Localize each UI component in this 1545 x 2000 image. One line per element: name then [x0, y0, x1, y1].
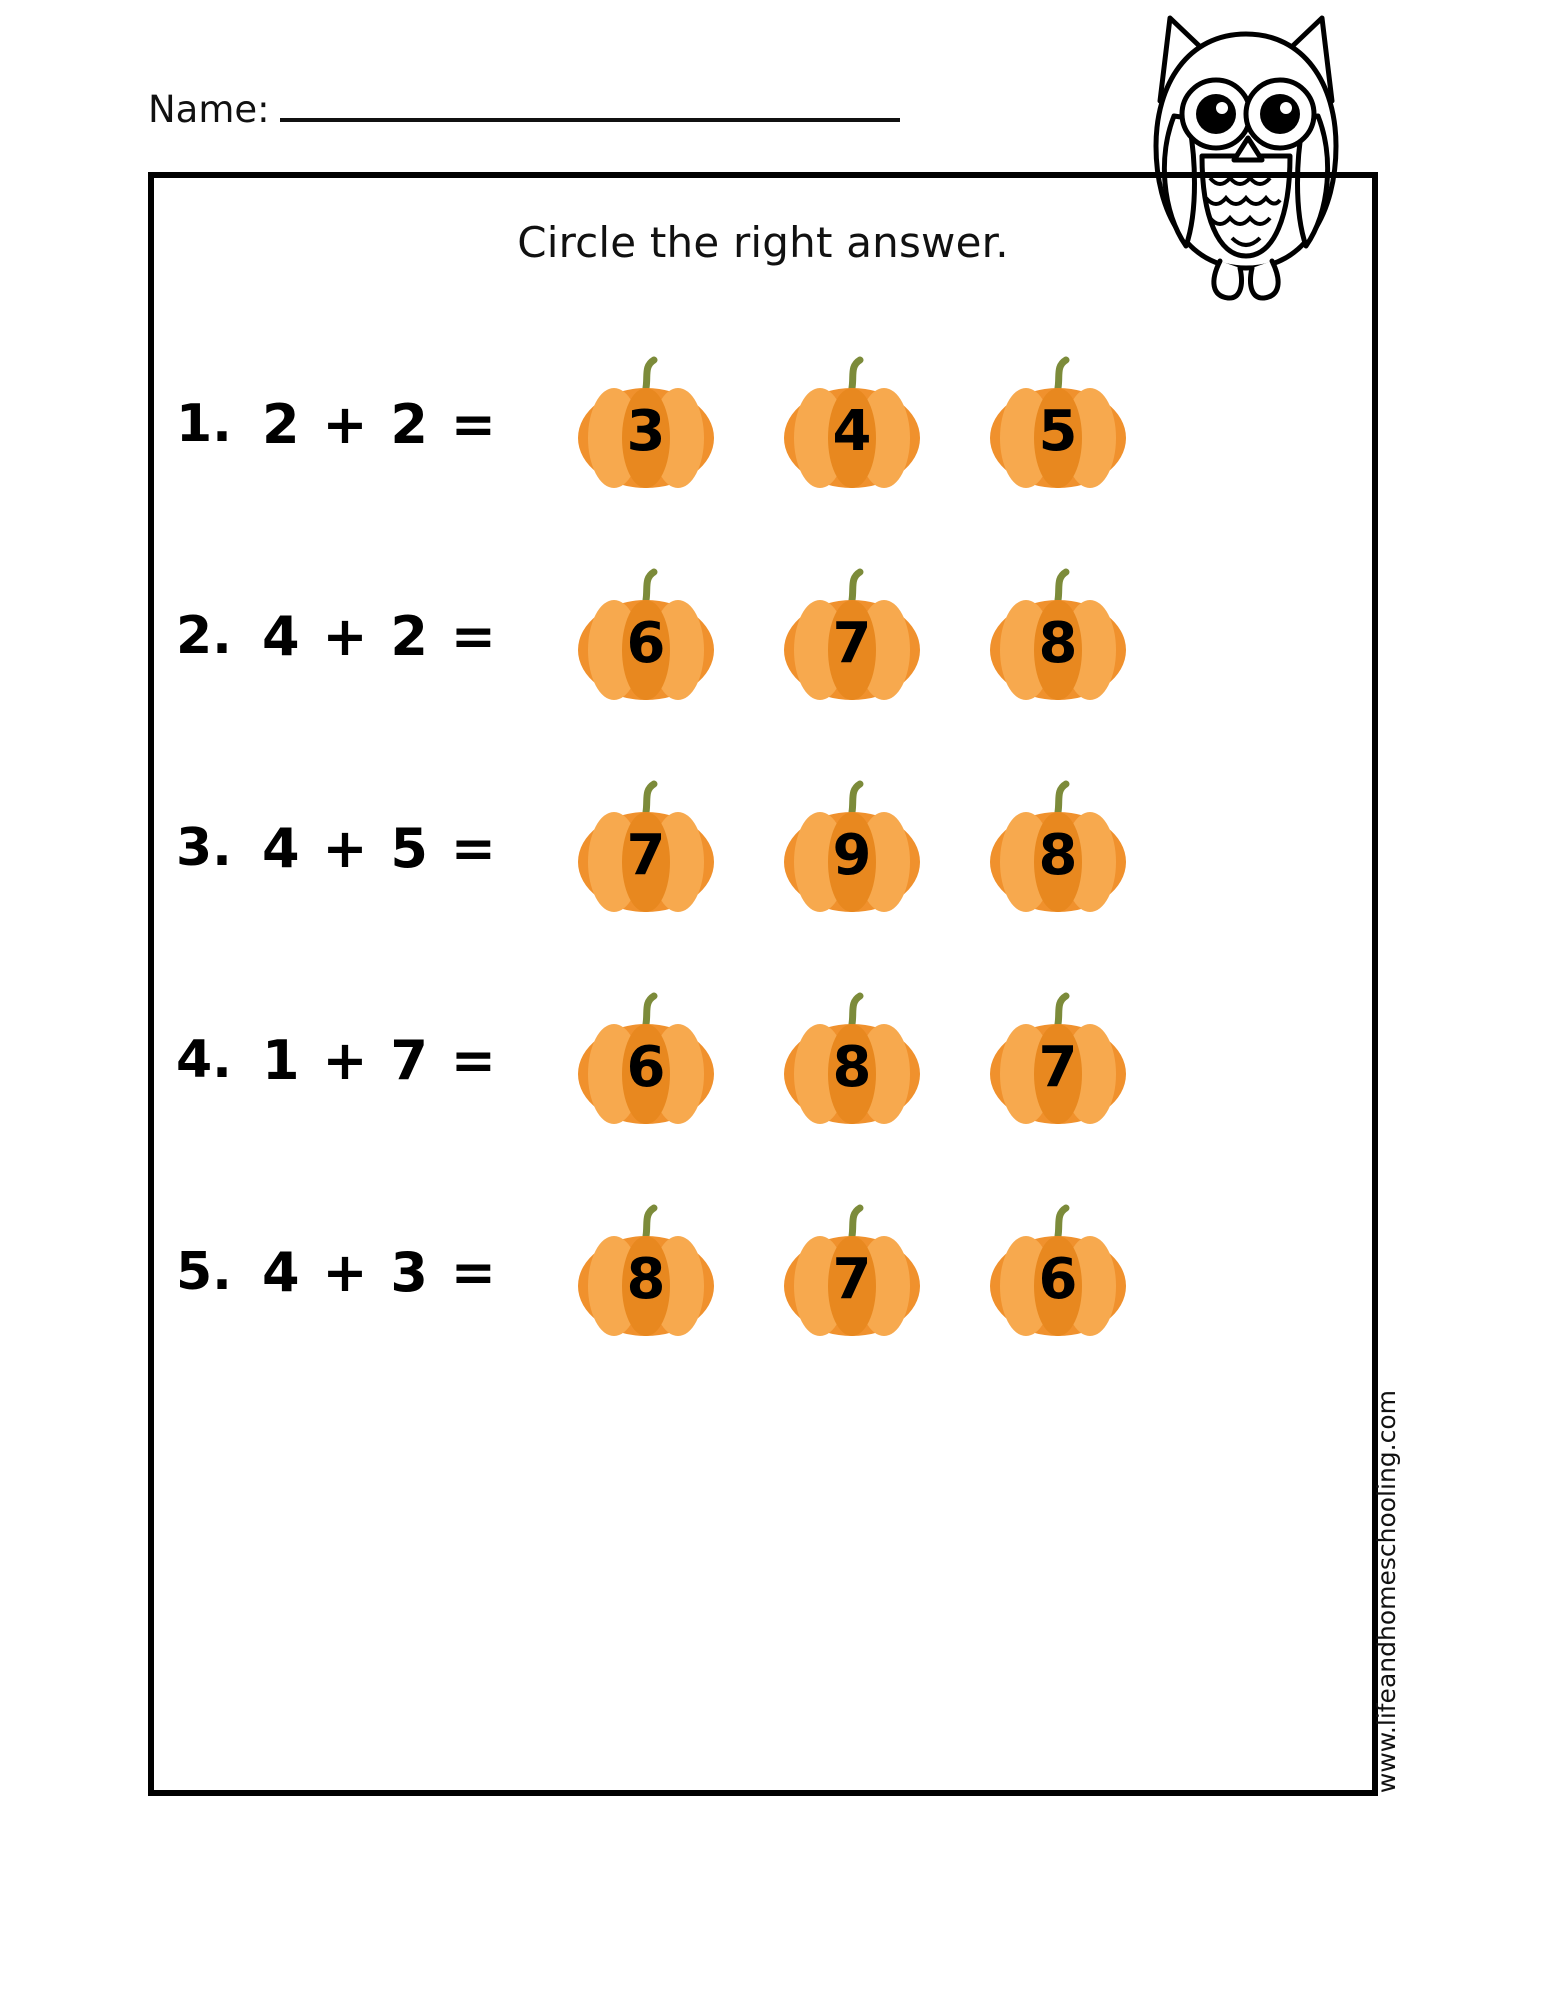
pumpkin-choice[interactable] [768, 990, 936, 1130]
problem-expression: 1 + 7 = [262, 1028, 499, 1092]
problem-expression: 4 + 2 = [262, 604, 499, 668]
choice-value: 7 [832, 610, 872, 676]
name-label: Name: [148, 88, 270, 131]
pumpkin-choice[interactable] [768, 354, 936, 494]
choice-value: 6 [1038, 1246, 1078, 1312]
choice-value: 5 [1038, 398, 1078, 464]
choice-value: 9 [832, 822, 872, 888]
choice-group [562, 778, 1142, 918]
choice-value: 6 [626, 610, 666, 676]
pumpkin-choice[interactable] [562, 354, 730, 494]
choice-group [562, 354, 1142, 494]
problem-expression: 2 + 2 = [262, 392, 499, 456]
pumpkin-choice[interactable] [974, 778, 1142, 918]
choice-group [562, 990, 1142, 1130]
pumpkin-choice[interactable] [562, 566, 730, 706]
pumpkin-choice[interactable] [974, 990, 1142, 1130]
choice-value: 3 [626, 398, 666, 464]
pumpkin-choice[interactable] [562, 990, 730, 1130]
problem-number: 2. [176, 606, 232, 666]
choice-group [562, 566, 1142, 706]
problem-number: 3. [176, 818, 232, 878]
problem-row [154, 742, 1372, 954]
problem-row [154, 1166, 1372, 1378]
problem-row [154, 318, 1372, 530]
pumpkin-choice[interactable] [768, 1202, 936, 1342]
choice-value: 8 [626, 1246, 666, 1312]
choice-group [562, 1202, 1142, 1342]
pumpkin-choice[interactable] [768, 566, 936, 706]
problem-row [154, 530, 1372, 742]
problem-number: 1. [176, 394, 232, 454]
choice-value: 4 [832, 398, 872, 464]
instruction-text: Circle the right answer. [517, 218, 1009, 267]
problem-row [154, 954, 1372, 1166]
website-credit: www.lifeandhomeschooling.com [1372, 1390, 1401, 1794]
pumpkin-choice[interactable] [974, 566, 1142, 706]
problem-expression: 4 + 3 = [262, 1240, 499, 1304]
pumpkin-choice[interactable] [974, 1202, 1142, 1342]
pumpkin-choice[interactable] [768, 778, 936, 918]
choice-value: 6 [626, 1034, 666, 1100]
pumpkin-choice[interactable] [562, 1202, 730, 1342]
problem-list [154, 318, 1372, 1378]
problem-number: 4. [176, 1030, 232, 1090]
choice-value: 8 [1038, 610, 1078, 676]
choice-value: 7 [626, 822, 666, 888]
problem-expression: 4 + 5 = [262, 816, 499, 880]
choice-value: 8 [1038, 822, 1078, 888]
worksheet-box [148, 172, 1378, 1796]
choice-value: 7 [832, 1246, 872, 1312]
choice-value: 7 [1038, 1034, 1078, 1100]
problem-number: 5. [176, 1242, 232, 1302]
name-row [148, 88, 900, 131]
choice-value: 8 [832, 1034, 872, 1100]
pumpkin-choice[interactable] [974, 354, 1142, 494]
pumpkin-choice[interactable] [562, 778, 730, 918]
name-input-line[interactable] [280, 92, 900, 122]
